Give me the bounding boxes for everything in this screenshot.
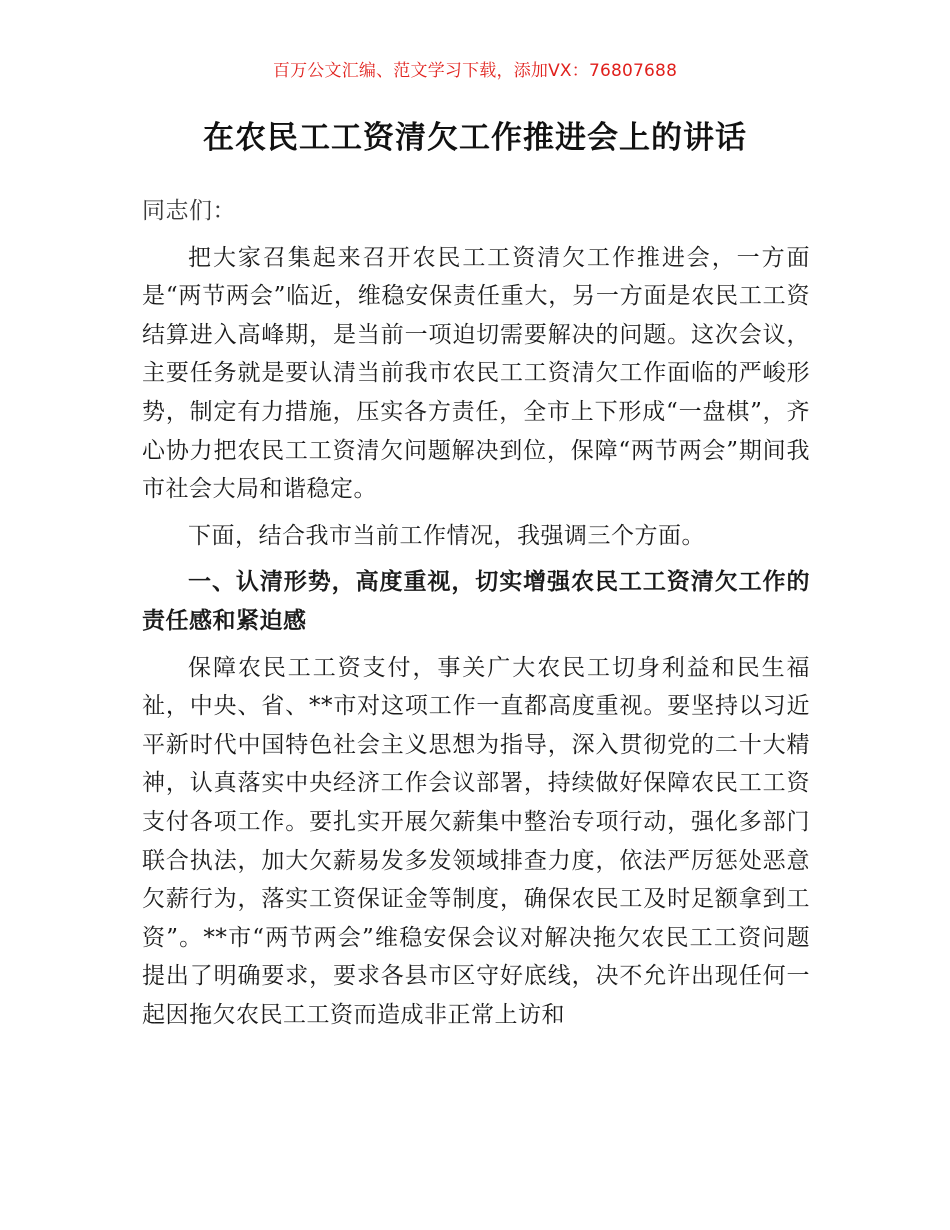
header-banner: 百万公文汇编、范文学习下载，添加VX：76807688 xyxy=(272,61,678,81)
paragraph-overview: 下面，结合我市当前工作情况，我强调三个方面。 xyxy=(188,522,705,549)
document-body xyxy=(142,192,810,1034)
document-title: 在农民工工资清欠工作推进会上的讲话 xyxy=(203,120,747,156)
paragraph-intro: 把大家召集起来召开农民工工资清欠工作推进会，一方面是“两节两会”临近，维稳安保责任重大，另一方面是农民工工资结算进入高峰期，是当前一项迫切需要解决的问题。这次会议，主要任务就是要认清当前我市农民工工资清欠工作面临的严峻形势，制定有力措施，压实各方责任，全市上下形成“一盘棋”，齐心协力把农民工工资清欠问题解决到位，保障“两节两会”期间我市社会大局和谐稳定。 xyxy=(142,244,810,503)
section-heading-1: 一、认清形势，高度重视，切实增强农民工工资清欠工作的责任感和紧迫感 xyxy=(142,569,810,634)
paragraph-section-1: 保障农民工工资支付，事关广大农民工切身利益和民生福祉，中央、省、**市对这项工作一直都高度重视。要坚持以习近平新时代中国特色社会主义思想为指导，深入贯彻党的二十大精神，认真落实中央经济工作会议部署，持续做好保障农民工工资支付各项工作。要扎实开展欠薪集中整治专项行动，强化多部门联合执法，加大欠薪易发多发领域排查力度，依法严厉惩处恶意欠薪行为，落实工资保证金等制度，确保农民工及时足额拿到工资”。**市“两节两会”维稳安保会议对解决拖欠农民工工资问题提出了明确要求，要求各县市区守好底线，决不允许出现任何一起因拖欠农民工工资而造成非正常上访和 xyxy=(142,654,810,1028)
salutation: 同志们： xyxy=(142,198,236,224)
